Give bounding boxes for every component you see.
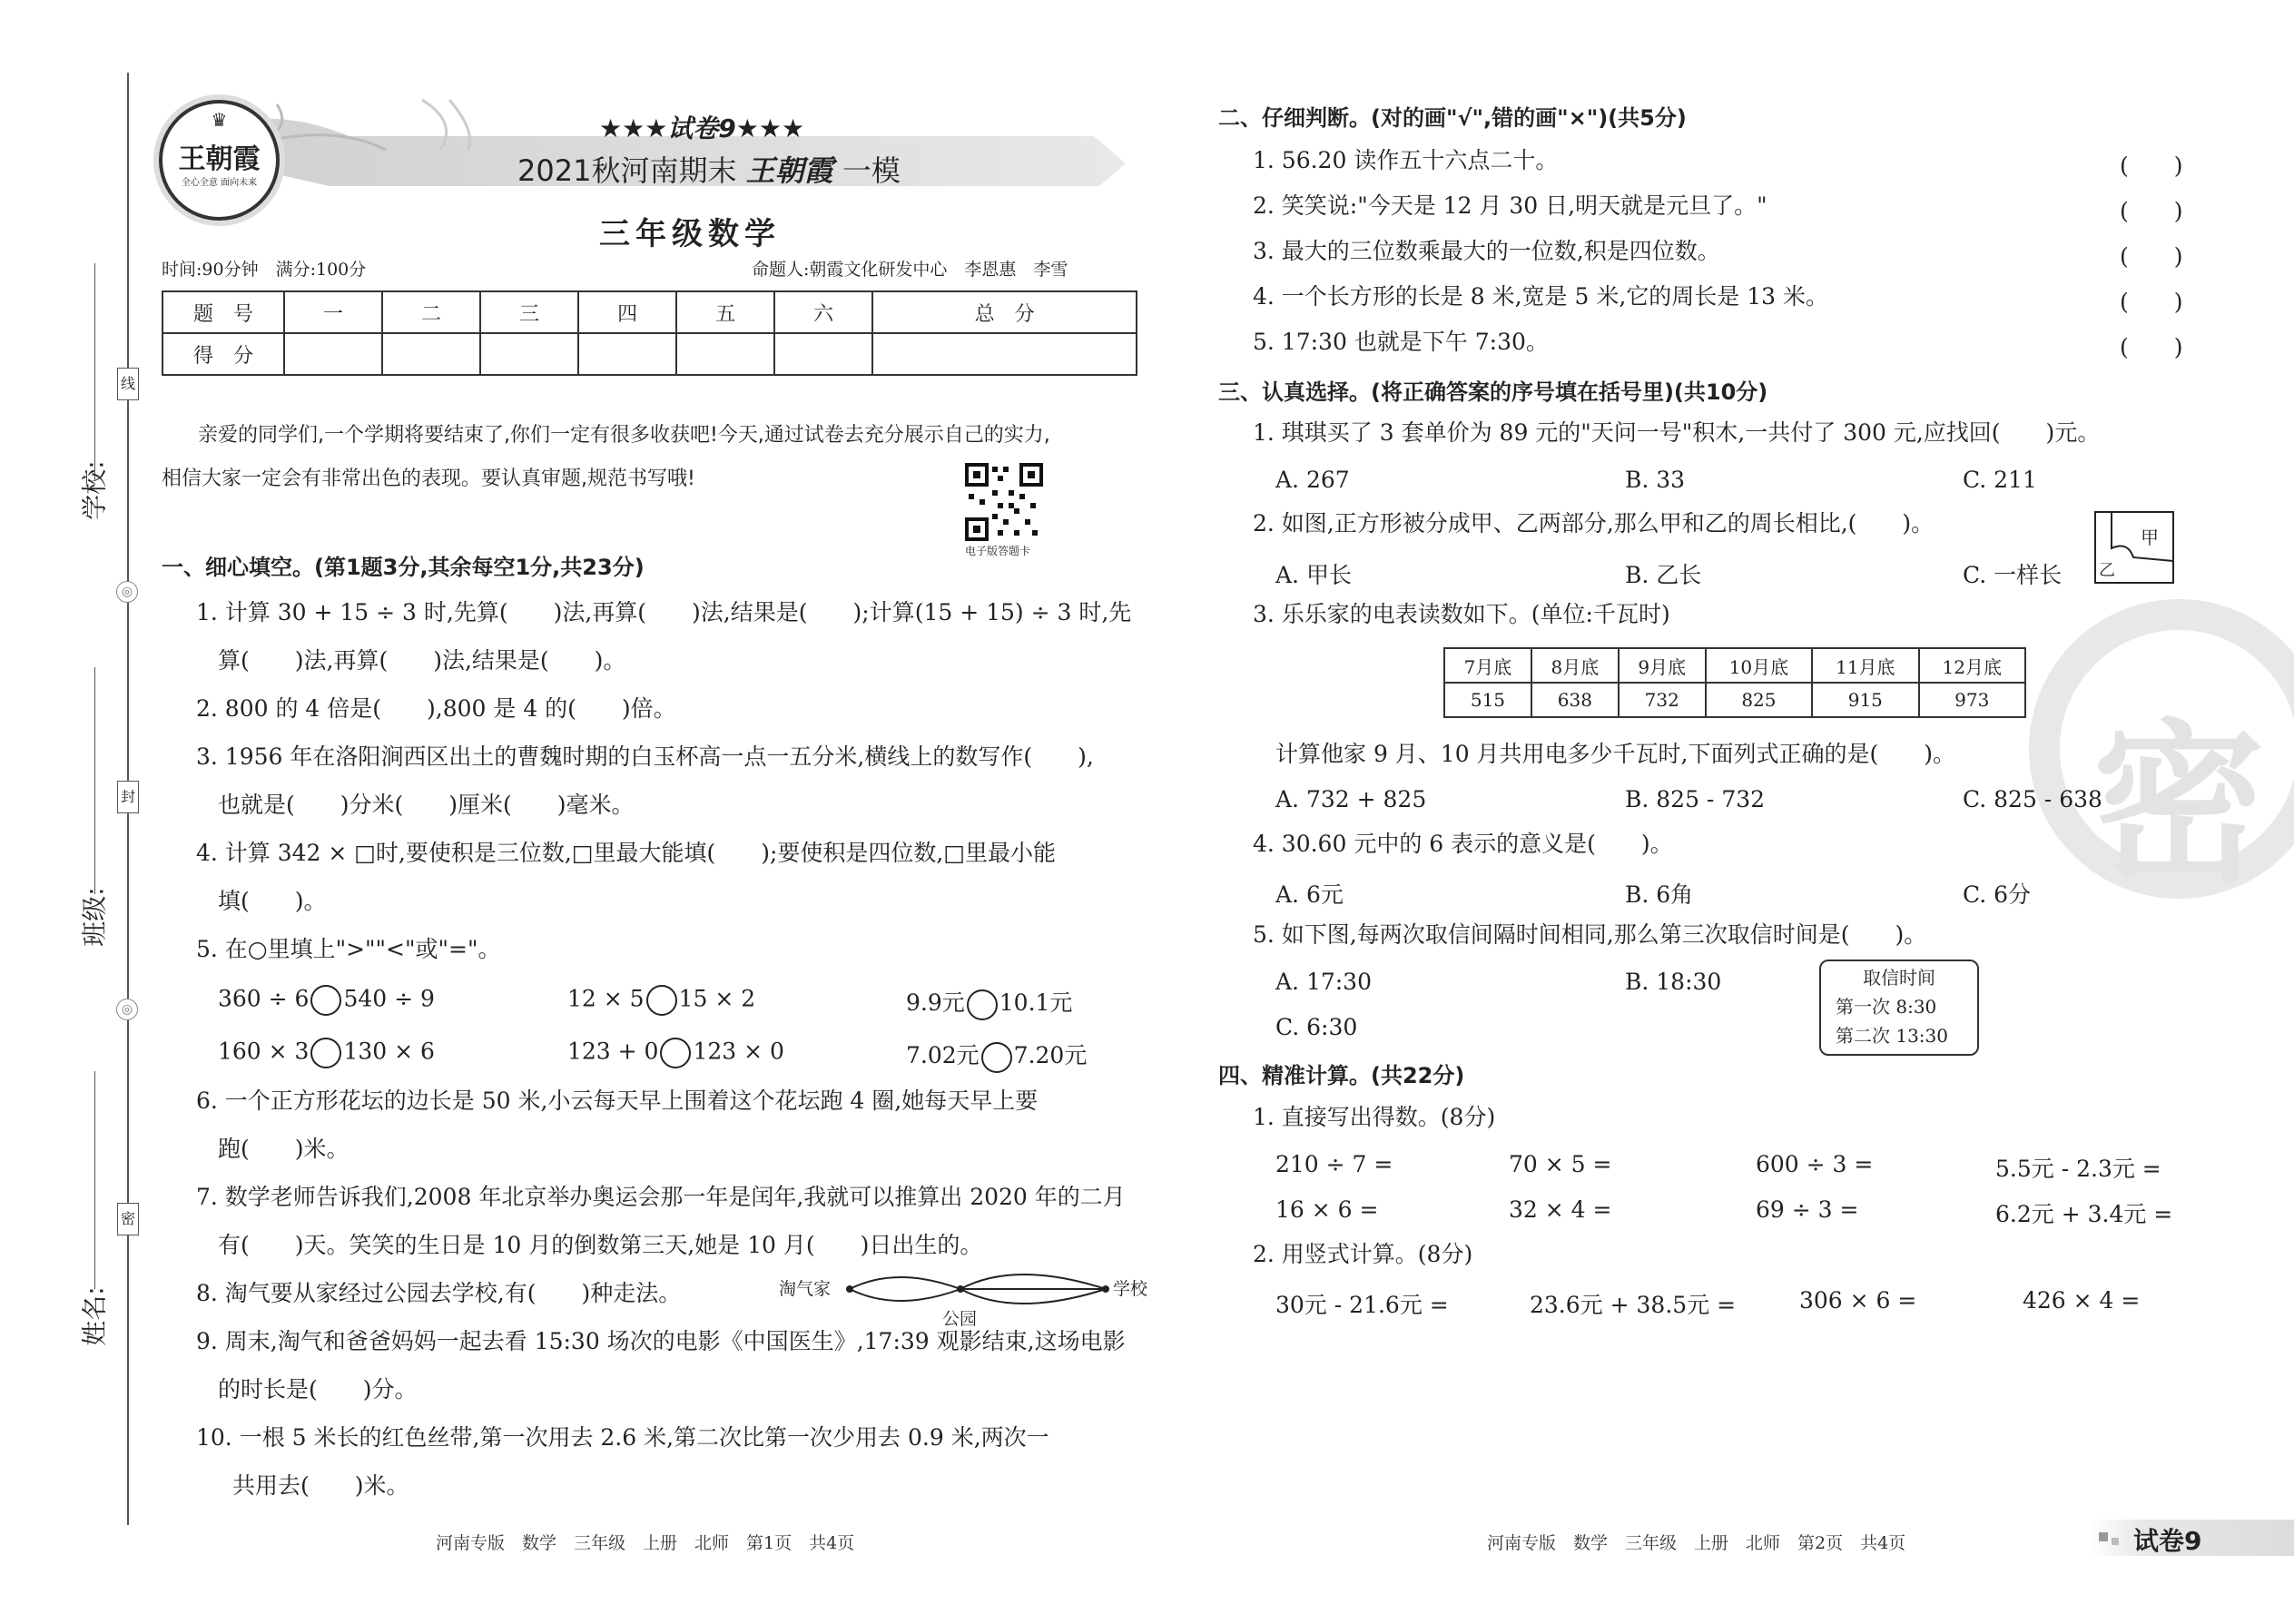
compare-circle[interactable] xyxy=(660,1038,691,1068)
route-diagram xyxy=(779,1271,1148,1334)
meter-header-row xyxy=(1444,648,2025,683)
score-table xyxy=(162,290,1137,376)
compare-circle[interactable] xyxy=(310,985,341,1016)
answer-bracket[interactable]: ( ) xyxy=(2120,289,2183,315)
meter-header-cell: 10月底 xyxy=(1706,648,1812,683)
s3-q1-option-b: B. 33 xyxy=(1625,467,1686,493)
s2-item: 4. 一个长方形的长是 8 米,宽是 5 米,它的周长是 13 米。 xyxy=(1253,283,1828,310)
answer-bracket[interactable]: ( ) xyxy=(2120,243,2183,270)
authors: 命题人:朝霞文化研发中心 李恩惠 李雪 xyxy=(752,260,1068,280)
compare-right: 15 × 2 xyxy=(678,985,756,1012)
meter-value-cell: 638 xyxy=(1531,683,1619,717)
s3-q3-option-b: B. 825 - 732 xyxy=(1625,786,1766,812)
s1-q8: 8. 淘气要从家经过公园去学校,有( )种走法。 xyxy=(196,1280,682,1306)
compare-item xyxy=(567,1038,784,1068)
score-input-cell[interactable] xyxy=(284,333,382,375)
figure-yi-label: 乙 xyxy=(2099,561,2115,580)
meter-table xyxy=(1443,647,2026,718)
s1-q5: 5. 在○里填上">""<"或"="。 xyxy=(196,936,501,962)
s1-q9-line1: 9. 周末,淘气和爸爸妈妈一起去看 15:30 场次的电影《中国医生》,17:39 观影结束,这场电影 xyxy=(196,1328,1126,1354)
class-label: 班级: xyxy=(79,887,110,947)
s2-item: 1. 56.20 读作五十六点二十。 xyxy=(1253,147,1559,173)
answer-bracket[interactable]: ( ) xyxy=(2120,153,2183,179)
footer-right: 河南专版 数学 三年级 上册 北师 第2页 共4页 xyxy=(1487,1533,1906,1553)
intro-line-2: 相信大家一定会有非常出色的表现。要认真审题,规范书写哦! xyxy=(162,468,695,490)
meter-header-cell: 12月底 xyxy=(1919,648,2025,683)
logo-text: 王朝霞 xyxy=(178,143,261,175)
compare-item xyxy=(906,985,1072,1020)
calc-item: 16 × 6 = xyxy=(1275,1196,1379,1223)
s1-q2: 2. 800 的 4 倍是( ),800 是 4 的( )倍。 xyxy=(196,695,676,722)
s3-q4-option-b: B. 6角 xyxy=(1625,881,1694,908)
s3-q4-option-c: C. 6分 xyxy=(1963,881,2032,908)
s3-q5-option-c: C. 6:30 xyxy=(1275,1014,1358,1040)
qr-code[interactable] xyxy=(965,463,1043,541)
calc-item: 30元 - 21.6元 = xyxy=(1275,1292,1449,1318)
s2-item: 3. 最大的三位数乘最大的一位数,积是四位数。 xyxy=(1253,238,1720,264)
school-line xyxy=(94,263,95,481)
calc-item: 306 × 6 = xyxy=(1799,1287,1917,1314)
section-4-title: 四、精准计算。(共22分) xyxy=(1218,1063,1465,1088)
score-header-cell: 三 xyxy=(480,291,578,333)
s3-q3-question: 计算他家 9 月、10 月共用电多少千瓦时,下面列式正确的是( )。 xyxy=(1275,741,1956,767)
binding-mark-feng: 封 xyxy=(117,781,139,813)
calc-item: 210 ÷ 7 = xyxy=(1275,1151,1393,1177)
score-header-cell: 六 xyxy=(774,291,872,333)
s1-q6-line2: 跑( )米。 xyxy=(218,1136,350,1162)
meter-value-cell: 915 xyxy=(1812,683,1918,717)
s2-item: 5. 17:30 也就是下午 7:30。 xyxy=(1253,329,1549,355)
score-header-cell: 四 xyxy=(578,291,676,333)
score-header-cell: 一 xyxy=(284,291,382,333)
calc-item: 5.5元 - 2.3元 = xyxy=(1995,1156,2161,1182)
qr-caption: 电子版答题卡 xyxy=(965,545,1031,557)
meter-value-cell: 515 xyxy=(1444,683,1531,717)
compare-right: 7.20元 xyxy=(1013,1042,1088,1068)
section-3-title: 三、认真选择。(将正确答案的序号填在括号里)(共10分) xyxy=(1218,379,1768,405)
name-line xyxy=(94,1071,95,1289)
s4-sub1: 1. 直接写出得数。(8分) xyxy=(1253,1104,1496,1130)
calc-item: 23.6元 + 38.5元 = xyxy=(1530,1292,1737,1318)
s1-q3-line1: 3. 1956 年在洛阳涧西区出土的曹魏时期的白玉杯高一点一五分米,横线上的数写作( ), xyxy=(196,743,1094,770)
s1-q10-line1: 10. 一根 5 米长的红色丝带,第一次用去 2.6 米,第二次比第一次少用去 0.9 米,两次一 xyxy=(196,1424,1049,1451)
score-row xyxy=(162,333,1137,375)
s1-q3-line2: 也就是( )分米( )厘米( )毫米。 xyxy=(218,792,635,818)
score-header-cell: 五 xyxy=(676,291,774,333)
answer-bracket[interactable]: ( ) xyxy=(2120,334,2183,360)
footer-tag-bar xyxy=(2088,1520,2294,1556)
s1-q1-line1: 1. 计算 30 + 15 ÷ 3 时,先算( )法,再算( )法,结果是( );计算(15 + 15) ÷ 3 时,先 xyxy=(196,599,1132,625)
calc-item: 32 × 4 = xyxy=(1509,1196,1612,1223)
s1-q7-line2: 有( )天。笑笑的生日是 10 月的倒数第三天,她是 10 月( )日出生的。 xyxy=(218,1232,983,1258)
score-label-cell: 得 分 xyxy=(162,333,284,375)
s1-q6-line1: 6. 一个正方形花坛的边长是 50 米,小云每天早上围着这个花坛跑 4 圈,她每天早上要 xyxy=(196,1088,1039,1114)
s3-q1: 1. 琪琪买了 3 套单价为 89 元的"天问一号"积木,一共付了 300 元,应找回( )元。 xyxy=(1253,419,2101,446)
crown-icon: ♛ xyxy=(211,109,228,131)
figure-jia-label: 甲 xyxy=(2141,527,2159,548)
s3-q5-option-a: A. 17:30 xyxy=(1275,969,1372,995)
calc-item: 70 × 5 = xyxy=(1509,1151,1612,1177)
watermark-text: 密 xyxy=(2092,704,2265,905)
meter-header-cell: 8月底 xyxy=(1531,648,1619,683)
calc-item: 600 ÷ 3 = xyxy=(1756,1151,1874,1177)
meter-header-cell: 11月底 xyxy=(1812,648,1918,683)
compare-left: 9.9元 xyxy=(906,989,965,1016)
subject-title: 三年级数学 xyxy=(599,216,781,252)
s2-item: 2. 笑笑说:"今天是 12 月 30 日,明天就是元旦了。" xyxy=(1253,192,1767,219)
compare-right: 130 × 6 xyxy=(343,1038,435,1065)
confidential-watermark xyxy=(2029,599,2294,905)
score-input-cell[interactable] xyxy=(774,333,872,375)
compare-right: 10.1元 xyxy=(999,989,1073,1016)
section-2-title: 二、仔细判断。(对的画"√",错的画"×")(共5分) xyxy=(1218,105,1687,131)
s3-q2-option-a: A. 甲长 xyxy=(1275,562,1352,588)
banner-title xyxy=(517,148,901,190)
meter-value-cell: 732 xyxy=(1619,683,1706,717)
s1-q1-line2: 算( )法,再算( )法,结果是( )。 xyxy=(218,647,626,674)
intro-line-1: 亲爱的同学们,一个学期将要结束了,你们一定有很多收获吧!今天,通过试卷去充分展示自己的实力, xyxy=(198,424,1050,447)
compare-item xyxy=(218,1038,435,1068)
score-input-cell[interactable] xyxy=(872,333,1137,375)
compare-left: 160 × 3 xyxy=(218,1038,310,1065)
mail-pickup-box xyxy=(1819,960,1979,1056)
compare-left: 12 × 5 xyxy=(567,985,645,1012)
score-input-cell[interactable] xyxy=(676,333,774,375)
answer-bracket[interactable]: ( ) xyxy=(2120,198,2183,224)
s1-q9-line2: 的时长是( )分。 xyxy=(218,1376,418,1403)
banner-title-text: 2021秋河南期末 xyxy=(517,153,737,188)
compare-left: 7.02元 xyxy=(906,1042,980,1068)
score-header-cell: 题 号 xyxy=(162,291,284,333)
s3-q2-option-c: C. 一样长 xyxy=(1963,562,2063,588)
s1-q4-line2: 填( )。 xyxy=(218,888,327,914)
score-input-cell[interactable] xyxy=(578,333,676,375)
exam-number-badge: ★★★试卷9★★★ xyxy=(599,113,805,143)
s3-q2-option-b: B. 乙长 xyxy=(1625,562,1702,588)
s3-q1-option-c: C. 211 xyxy=(1963,467,2037,493)
compare-circle[interactable] xyxy=(646,985,677,1016)
s3-q3-option-c: C. 825 - 638 xyxy=(1963,786,2102,812)
tag-square-icon xyxy=(2099,1532,2108,1541)
binding-hole-icon: ◎ xyxy=(116,581,138,603)
logo-subtext: 全心全意 面向未来 xyxy=(181,178,258,188)
section-1-title: 一、细心填空。(第1题3分,其余每空1分,共23分) xyxy=(162,555,645,580)
meter-value-row xyxy=(1444,683,2025,717)
mail-box-first: 第一次 8:30 xyxy=(1836,996,1937,1018)
score-header-row xyxy=(162,291,1137,333)
score-input-cell[interactable] xyxy=(480,333,578,375)
calc-item: 426 × 4 = xyxy=(2023,1287,2141,1314)
s3-q3: 3. 乐乐家的电表读数如下。(单位:千瓦时) xyxy=(1253,601,1670,627)
square-figure xyxy=(2093,510,2177,586)
mail-box-title: 取信时间 xyxy=(1863,967,1935,989)
compare-item xyxy=(567,985,755,1016)
s3-q5-option-b: B. 18:30 xyxy=(1625,969,1722,995)
score-input-cell[interactable] xyxy=(382,333,480,375)
meter-value-cell: 825 xyxy=(1706,683,1812,717)
s4-sub2: 2. 用竖式计算。(8分) xyxy=(1253,1241,1473,1267)
compare-circle[interactable] xyxy=(967,989,998,1020)
s1-q10-line2: 共用去( )米。 xyxy=(232,1472,409,1499)
meter-header-cell: 7月底 xyxy=(1444,648,1531,683)
compare-circle[interactable] xyxy=(310,1038,341,1068)
compare-right: 123 × 0 xyxy=(693,1038,784,1065)
tag-square-icon xyxy=(2112,1538,2119,1545)
s3-q1-option-a: A. 267 xyxy=(1275,467,1350,493)
binding-hole-icon: ◎ xyxy=(116,999,138,1020)
banner-brand: 王朝霞 xyxy=(745,153,833,188)
name-label: 姓名: xyxy=(79,1286,110,1346)
score-header-cell: 二 xyxy=(382,291,480,333)
footer-tag: 试卷9 xyxy=(2133,1526,2202,1556)
binding-mark-xian: 线 xyxy=(117,368,139,400)
binding-mark-mi: 密 xyxy=(117,1203,139,1235)
calc-item: 69 ÷ 3 = xyxy=(1756,1196,1859,1223)
s3-q4-option-a: A. 6元 xyxy=(1275,881,1344,908)
compare-left: 360 ÷ 6 xyxy=(218,985,310,1012)
s3-q2: 2. 如图,正方形被分成甲、乙两部分,那么甲和乙的周长相比,( )。 xyxy=(1253,510,1935,536)
compare-circle[interactable] xyxy=(981,1042,1012,1073)
brand-logo xyxy=(159,100,280,221)
s3-q4: 4. 30.60 元中的 6 表示的意义是( )。 xyxy=(1253,831,1673,857)
s1-q4-line1: 4. 计算 342 × □时,要使积是三位数,□里最大能填( );要使积是四位数,□里最小能 xyxy=(196,840,1056,866)
compare-item xyxy=(906,1038,1087,1073)
route-park-label: 公园 xyxy=(942,1309,978,1329)
mail-box-second: 第二次 13:30 xyxy=(1836,1025,1948,1047)
meter-header-cell: 9月底 xyxy=(1619,648,1706,683)
compare-left: 123 + 0 xyxy=(567,1038,659,1065)
qr-code-icon xyxy=(965,463,1043,541)
school-label: 学校: xyxy=(79,460,110,520)
banner-suffix: 一模 xyxy=(842,153,901,188)
s3-q3-option-a: A. 732 + 825 xyxy=(1275,786,1427,812)
score-header-cell: 总 分 xyxy=(872,291,1137,333)
class-line xyxy=(94,667,95,894)
compare-right: 540 ÷ 9 xyxy=(343,985,435,1012)
time-info: 时间:90分钟 满分:100分 xyxy=(162,260,367,280)
meter-value-cell: 973 xyxy=(1919,683,2025,717)
calc-item: 6.2元 + 3.4元 = xyxy=(1995,1201,2173,1227)
route-home-label: 淘气家 xyxy=(779,1279,832,1299)
route-school-label: 学校 xyxy=(1113,1279,1148,1299)
compare-item xyxy=(218,985,435,1016)
footer-left: 河南专版 数学 三年级 上册 北师 第1页 共4页 xyxy=(436,1533,855,1553)
s1-q7-line1: 7. 数学老师告诉我们,2008 年北京举办奥运会那一年是闰年,我就可以推算出 2020 年的二月 xyxy=(196,1184,1126,1210)
s3-q5: 5. 如下图,每两次取信间隔时间相同,那么第三次取信时间是( )。 xyxy=(1253,921,1927,948)
